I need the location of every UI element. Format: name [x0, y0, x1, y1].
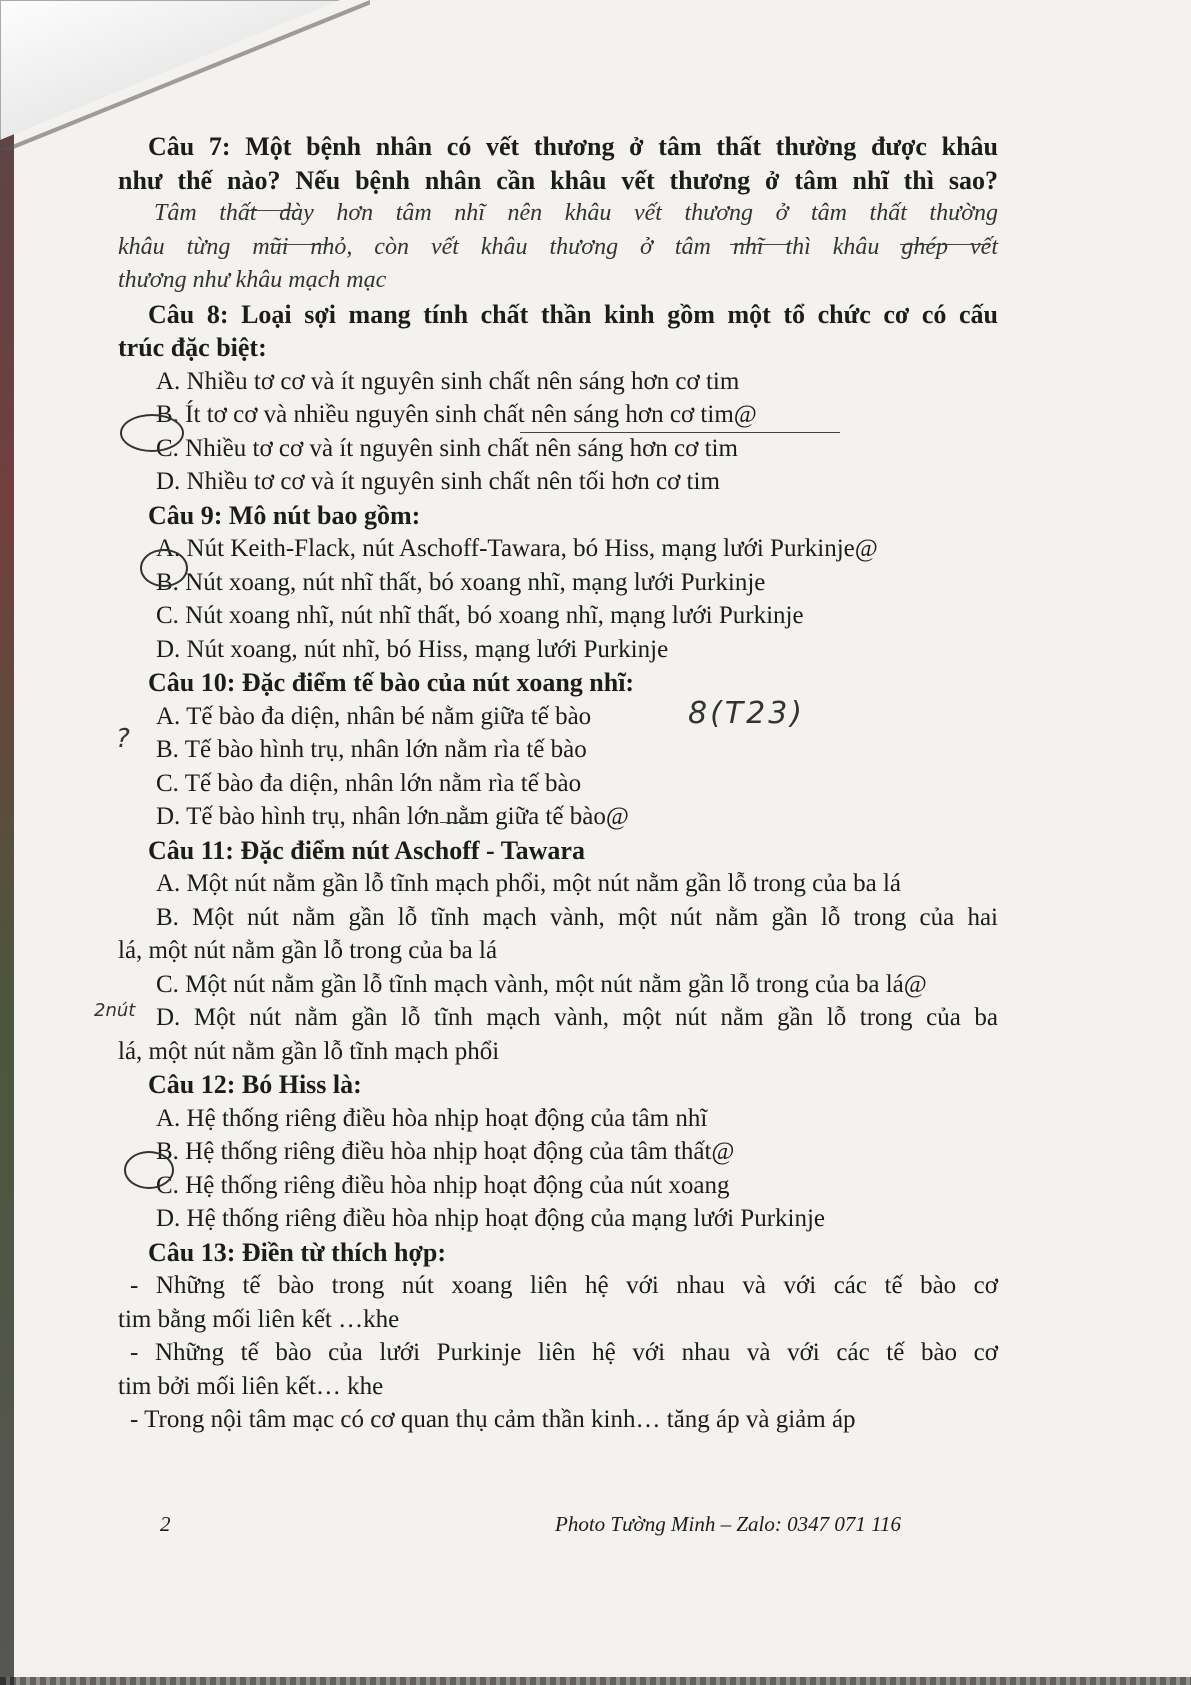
text-line: Câu 7: Một bệnh nhân có vết thương ở tâm thất thường được khâu	[148, 132, 998, 161]
text-line: Câu 8: Loại sợi mang tính chất thần kinh gồm một tổ chức cơ có cấu	[148, 299, 998, 329]
text-line: C. Tế bào đa diện, nhân lớn nằm rìa tế bào	[156, 769, 582, 797]
text-line: tim bởi mối liên kết… khe	[118, 1372, 384, 1400]
page-number: 2	[160, 1512, 171, 1536]
text-line: lá, một nút nằm gần lỗ trong của ba lá	[118, 937, 498, 964]
scan-bottom-edge	[0, 1677, 1191, 1685]
handwritten-note: 8(T23)	[688, 696, 805, 731]
text-line: Câu 11: Đặc điểm nút Aschoff - Tawara	[148, 835, 585, 865]
text-line: C. Một nút nằm gần lỗ tĩnh mạch vành, một nút nằm gần lỗ trong của ba lá@	[156, 970, 927, 998]
text-line: - Trong nội tâm mạc có cơ quan thụ cảm thần kinh… tăng áp và giảm áp	[130, 1406, 856, 1433]
text-line: D. Hệ thống riêng điều hòa nhịp hoạt động của mạng lưới Purkinje	[156, 1205, 826, 1232]
answer-circle-q8	[120, 414, 184, 452]
handwritten-underline	[520, 432, 840, 433]
text-line: A. Nút Keith-Flack, nút Aschoff-Tawara, bó Hiss, mạng lưới Purkinje@	[156, 535, 878, 562]
text-line: - Những tế bào của lưới Purkinje liên hệ với nhau và với các tế bào cơ	[130, 1339, 998, 1366]
text-line: B. Nút xoang, nút nhĩ thất, bó xoang nhĩ, mạng lưới Purkinje	[156, 568, 766, 596]
scan-edge	[0, 0, 14, 1685]
document-body	[118, 130, 998, 1437]
text-line: tim bằng mối liên kết …khe	[118, 1305, 400, 1333]
handwritten-underline	[248, 210, 298, 211]
text-line: thương như khâu mạch mạc	[118, 267, 387, 293]
text-line: Câu 9: Mô nút bao gồm:	[148, 500, 421, 530]
text-line: C. Hệ thống riêng điều hòa nhịp hoạt động của nút xoang	[156, 1171, 730, 1199]
text-line: khâu từng mũi nhỏ, còn vết khâu thương ở tâm nhĩ thì khâu ghép vết	[118, 233, 998, 260]
handwritten-underline	[270, 244, 330, 245]
text-line: Câu 13: Điền từ thích hợp:	[148, 1237, 446, 1267]
text-line: D. Một nút nằm gần lỗ tĩnh mạch vành, một nút nằm gần lỗ trong của ba	[156, 1004, 998, 1031]
text-line: C. Nhiều tơ cơ và ít nguyên sinh chất nên sáng hơn cơ tim	[156, 434, 738, 462]
text-line: B. Tế bào hình trụ, nhân lớn nằm rìa tế bào	[156, 736, 587, 763]
text-line: Câu 10: Đặc điểm tế bào của nút xoang nhĩ:	[148, 668, 635, 697]
text-line: A. Nhiều tơ cơ và ít nguyên sinh chất nên sáng hơn cơ tim	[156, 367, 740, 395]
text-line: B. Hệ thống riêng điều hòa nhịp hoạt động của tâm thất@	[156, 1138, 735, 1165]
text-line: Câu 12: Bó Hiss là:	[148, 1070, 362, 1099]
text-line: B. Một nút nằm gần lỗ tĩnh mạch vành, một nút nằm gần lỗ trong của hai	[156, 903, 998, 931]
text-line: B. Ít tơ cơ và nhiều nguyên sinh chất nên sáng hơn cơ tim@	[156, 401, 757, 428]
text-line: - Những tế bào trong nút xoang liên hệ với nhau và với các tế bào cơ	[130, 1272, 998, 1299]
text-line: D. Tế bào hình trụ, nhân lớn nằm giữa tế bào@	[156, 803, 629, 830]
answer-circle-q9	[140, 549, 188, 587]
text-line: Tâm thất dày hơn tâm nhĩ nên khâu vết thương ở tâm thất thường	[154, 200, 998, 226]
text-line: C. Nút xoang nhĩ, nút nhĩ thất, bó xoang nhĩ, mạng lưới Purkinje	[156, 602, 804, 629]
text-line: A. Một nút nằm gần lỗ tĩnh mạch phổi, một nút nằm gần lỗ trong của ba lá	[156, 870, 902, 897]
handwritten-note: 2nút	[94, 1000, 136, 1021]
answer-circle-q12	[124, 1151, 174, 1189]
text-line: trúc đặc biệt:	[118, 333, 267, 362]
text-line: A. Tế bào đa diện, nhân bé nằm giữa tế bào	[156, 702, 592, 730]
handwritten-underline	[440, 822, 480, 823]
text-line: A. Hệ thống riêng điều hòa nhịp hoạt động của tâm nhĩ	[156, 1104, 708, 1132]
text-line: như thế nào? Nếu bệnh nhân cần khâu vết thương ở tâm nhĩ thì sao?	[118, 165, 998, 195]
text-line: D. Nhiều tơ cơ và ít nguyên sinh chất nên tối hơn cơ tim	[156, 468, 720, 495]
handwritten-underline	[900, 244, 990, 245]
text-line: lá, một nút nằm gần lỗ tĩnh mạch phổi	[118, 1037, 500, 1065]
folded-corner	[0, 0, 340, 140]
page-footer	[0, 1512, 1191, 1542]
handwritten-mark: ?	[116, 724, 130, 754]
handwritten-underline	[730, 244, 790, 245]
text-line: D. Nút xoang, nút nhĩ, bó Hiss, mạng lưới Purkinje	[156, 635, 669, 663]
footer-credit: Photo Tường Minh – Zalo: 0347 071 116	[555, 1512, 902, 1536]
